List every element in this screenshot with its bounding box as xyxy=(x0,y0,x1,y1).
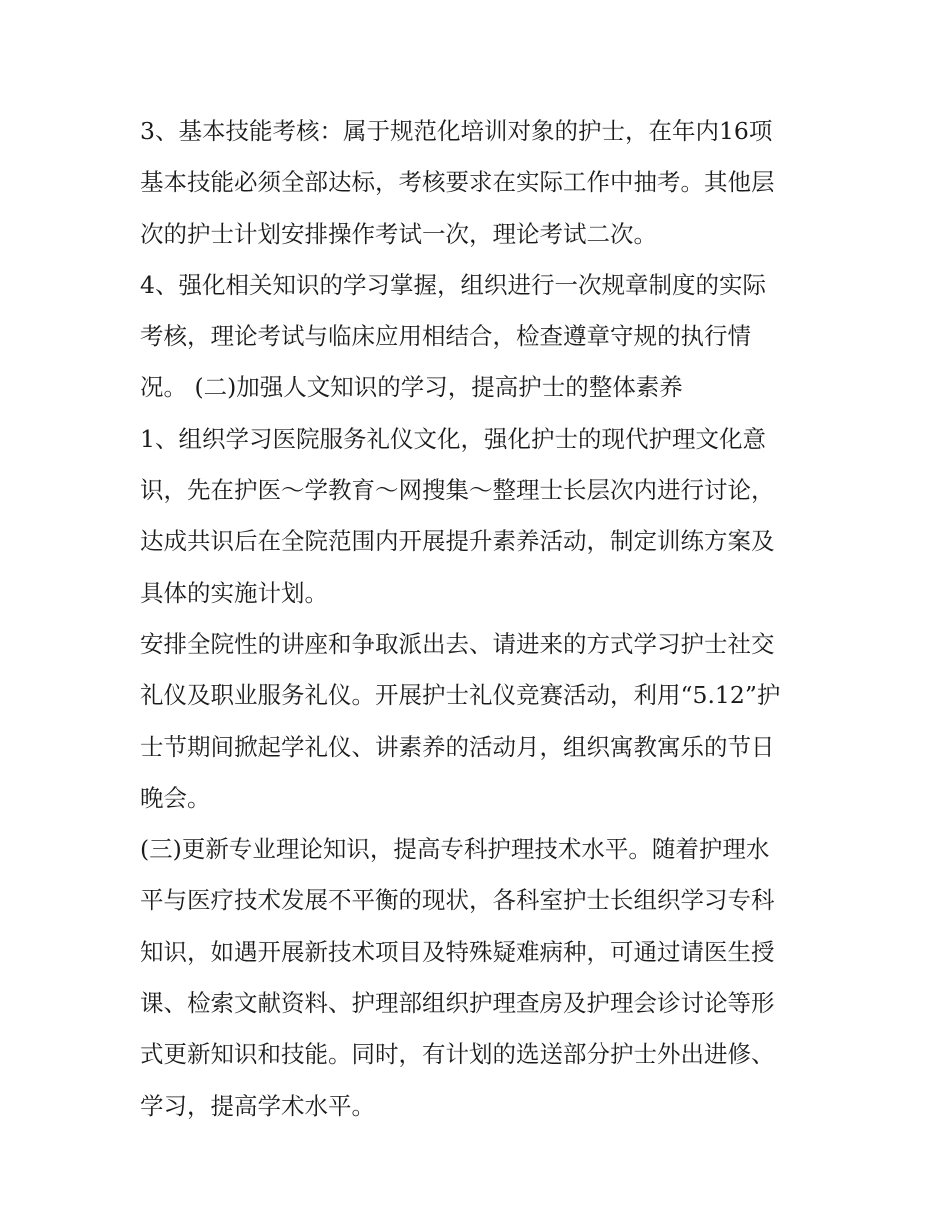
section-heading-line: 况。 (二)加强人文知识的学习，提高护士的整体素养 xyxy=(140,373,683,402)
text-line: 3、基本技能考核：属于规范化培训对象的护士，在年内16项 xyxy=(140,117,773,145)
text-line: 安排全院性的讲座和争取派出去、请进来的方式学习护士社交 xyxy=(140,629,775,658)
text-line: 具体的实施计划。 xyxy=(140,578,328,607)
text-line: 考核，理论考试与临床应用相结合，检查遵章守规的执行情 xyxy=(140,322,751,351)
text-line: 课、检索文献资料、护理部组织护理查房及护理会诊讨论等形 xyxy=(140,989,775,1018)
text-line: 学习，提高学术水平。 xyxy=(140,1091,375,1120)
text-line: 晚会。 xyxy=(140,783,211,812)
text-line: 达成共识后在全院范围内开展提升素养活动，制定训练方案及 xyxy=(140,527,775,556)
text-line: 平与医疗技术发展不平衡的现状，各科室护士长组织学习专科 xyxy=(140,886,775,915)
section-heading-line: (三)更新专业理论知识，提高专科护理技术水平。随着护理水 xyxy=(140,835,770,864)
text-line: 知识，如遇开展新技术项目及特殊疑难病种，可通过请医生授 xyxy=(140,937,775,966)
text-line: 礼仪及职业服务礼仪。开展护士礼仪竞赛活动，利用“5.12”护 xyxy=(140,681,781,710)
document-body xyxy=(140,106,820,1132)
text-line: 士节期间掀起学礼仪、讲素养的活动月，组织寓教寓乐的节日 xyxy=(140,732,775,761)
text-line: 4、强化相关知识的学习掌握，组织进行一次规章制度的实际 xyxy=(140,270,766,299)
text-line: 1、组织学习医院服务礼仪文化，强化护士的现代护理文化意 xyxy=(140,424,766,453)
text-line: 基本技能必须全部达标，考核要求在实际工作中抽考。其他层 xyxy=(140,168,775,197)
text-line: 识，先在护医～学教育～网搜集～整理士长层次内进行讨论， xyxy=(140,476,775,505)
text-line: 次的护士计划安排操作考试一次，理论考试二次。 xyxy=(140,219,657,248)
text-line: 式更新知识和技能。同时，有计划的选送部分护士外出进修、 xyxy=(140,1040,775,1069)
